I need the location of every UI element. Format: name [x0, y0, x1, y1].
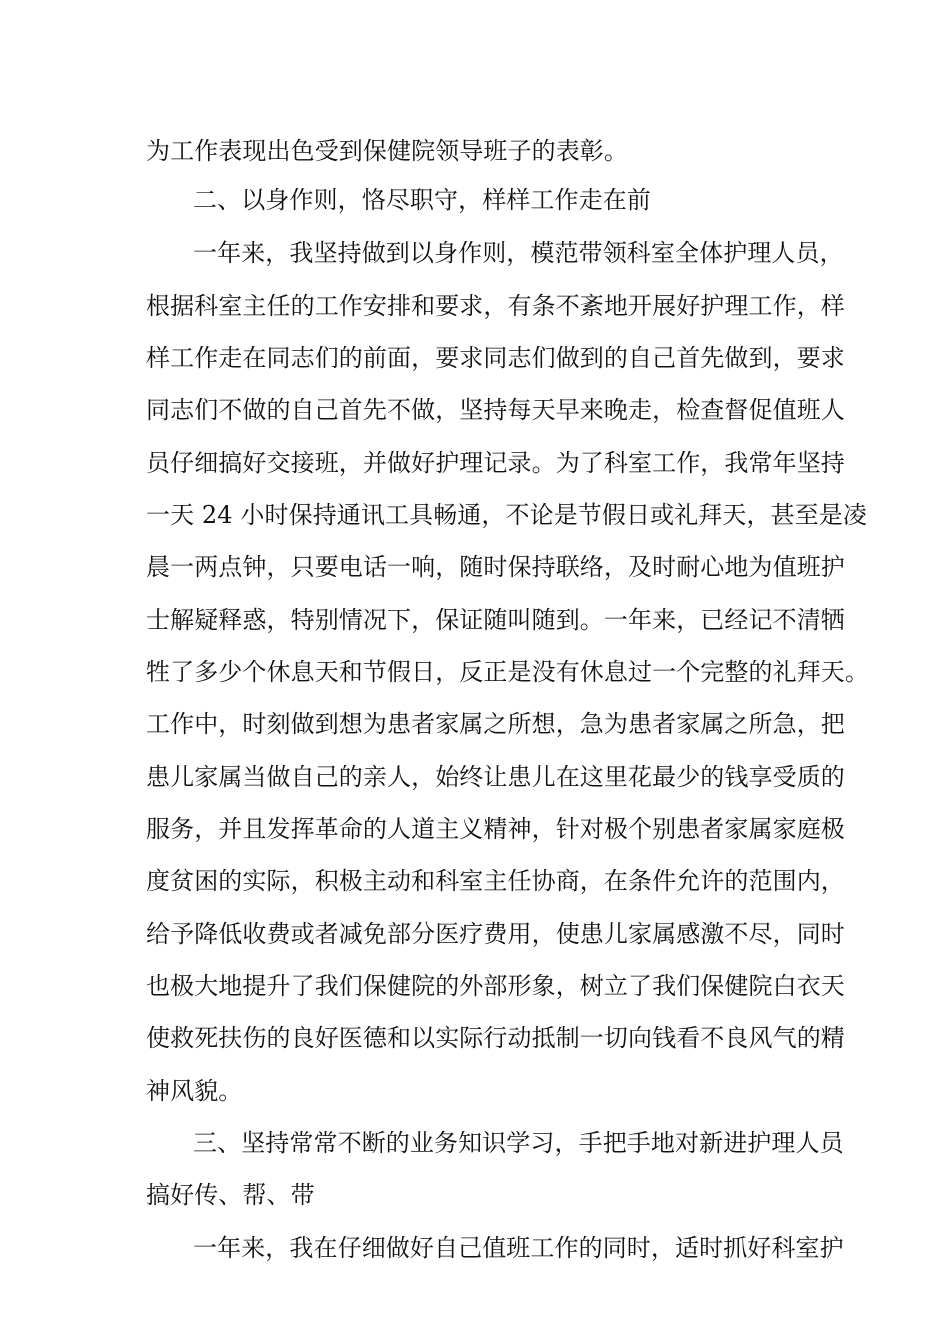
- text-line: 工作中，时刻做到想为患者家属之所想，急为患者家属之所急，把: [146, 710, 845, 738]
- text-line: 样工作走在同志们的前面，要求同志们做到的自己首先做到，要求: [146, 344, 845, 372]
- section-heading: 二、以身作则，恪尽职守，样样工作走在前: [193, 186, 651, 214]
- text-line: 一年来，我坚持做到以身作则，模范带领科室全体护理人员，: [193, 239, 844, 267]
- text-line: 根据科室主任的工作安排和要求，有条不紊地开展好护理工作，样: [146, 292, 845, 320]
- text-line: 给予降低收费或者减免部分医疗费用，使患儿家属感激不尽，同时: [146, 920, 845, 948]
- text-line: 一年来，我在仔细做好自己值班工作的同时，适时抓好科室护: [193, 1234, 844, 1262]
- text-line: 员仔细搞好交接班，并做好护理记录。为了科室工作，我常年坚持: [146, 449, 845, 477]
- section-heading: 三、坚持常常不断的业务知识学习，手把手地对新进护理人员: [193, 1129, 844, 1157]
- text-line: 晨一两点钟，只要电话一响，随时保持联络，及时耐心地为值班护: [146, 553, 845, 581]
- text-line: 牲了多少个休息天和节假日，反正是没有休息过一个完整的礼拜天。: [146, 658, 869, 686]
- text-line: 服务，并且发挥革命的人道主义精神，针对极个别患者家属家庭极: [146, 815, 845, 843]
- text-line: 同志们不做的自己首先不做，坚持每天早来晚走，检查督促值班人: [146, 396, 845, 424]
- text-line: 度贫困的实际，积极主动和科室主任协商，在条件允许的范围内，: [146, 867, 845, 895]
- text-line: 神风貌。: [146, 1077, 243, 1105]
- text-line: 士解疑释惑，特别情况下，保证随叫随到。一年来，已经记不清牺: [146, 606, 845, 634]
- text-line: 为工作表现出色受到保健院领导班子的表彰。: [146, 137, 628, 165]
- text-line: 使救死扶伤的良好医德和以实际行动抵制一切向钱看不良风气的精: [146, 1024, 845, 1052]
- text-line: 也极大地提升了我们保健院的外部形象，树立了我们保健院白衣天: [146, 972, 845, 1000]
- text-line: 患儿家属当做自己的亲人，始终让患儿在这里花最少的钱享受质的: [146, 763, 845, 791]
- text-line: 一天 24 小时保持通讯工具畅通，不论是节假日或礼拜天，甚至是凌: [146, 501, 867, 529]
- section-heading-continued: 搞好传、帮、带: [146, 1181, 315, 1209]
